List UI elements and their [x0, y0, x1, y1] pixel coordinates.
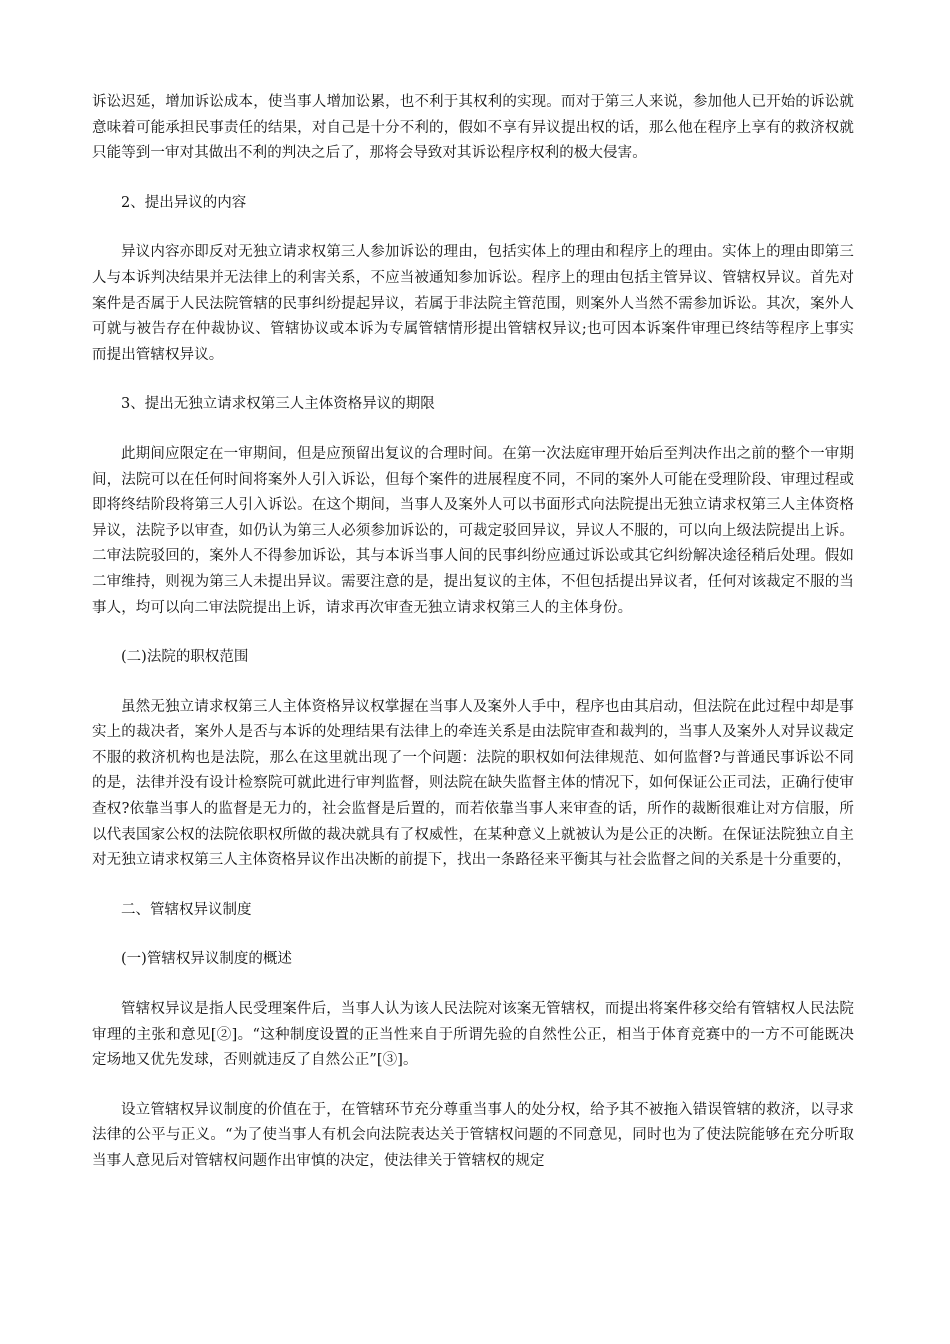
paragraph-objection-content: 异议内容亦即反对无独立请求权第三人参加诉讼的理由，包括实体上的理由和程序上的理由。实体上的理由即第三人与本诉判决结果并无法律上的利害关系，不应当被通知参加诉讼。程序上的理由包括主管异议、管辖权异议。首先对案件是否属于人民法院管辖的民事纠纷提起异议，若属于非法院主管范围，则案外人当然不需参加诉讼。其次，案外人可就与被告存在仲裁协议、管辖协议或本诉为专属管辖情形提出管辖权异议;也可因本诉案件审理已终结等程序上事实而提出管辖权异议。: [92, 244, 854, 363]
section-heading-court-authority: (二)法院的职权范围: [121, 649, 249, 666]
section-heading-jurisdiction-overview: (一)管辖权异议制度的概述: [121, 951, 292, 968]
paragraph-objection-period: 此期间应限定在一审期间，但是应预留出复议的合理时间。在第一次法庭审理开始后至判决作出之前的整个一审期间，法院可以在任何时间将案外人引入诉讼，但每个案件的进展程度不同，不同的案外人可能在受理阶段、审理过程或即将终结阶段将第三人引入诉讼。在这个期间，当事人及案外人可以书面形式向法院提出无独立请求权第三人主体资格异议，法院予以审查，如仍认为第三人必须参加诉讼的，可裁定驳回异议，异议人不服的，可以向上级法院提出上诉。二审法院驳回的，案外人不得参加诉讼，其与本诉当事人间的民事纠纷应通过诉讼或其它纠纷解决途径稍后处理。假如二审维持，则视为第三人未提出异议。需要注意的是，提出复议的主体，不但包括提出异议者，任何对该裁定不服的当事人，均可以向二审法院提出上诉，请求再次审查无独立请求权第三人的主体身份。: [92, 445, 854, 616]
document-page: [92, 90, 854, 1175]
section-heading-objection-period: 3、提出无独立请求权第三人主体资格异议的期限: [121, 396, 435, 413]
paragraph-gap: [92, 167, 854, 191]
paragraph-gap: [92, 621, 854, 645]
paragraph-jurisdiction-definition: 管辖权异议是指人民受理案件后，当事人认为该人民法院对该案无管辖权，而提出将案件移交给有管辖权人民法院审理的主张和意见[②]。“这种制度设置的正当性来自于所谓先验的自然性公正，相当于体育竞赛中的一方不可能既决定场地又优先发球，否则就违反了自然公正”[③]。: [92, 1001, 854, 1069]
section-heading-jurisdiction-objection: 二、管辖权异议制度: [121, 901, 252, 918]
paragraph-gap: [92, 418, 854, 442]
paragraph-jurisdiction-value: 设立管辖权异议制度的价值在于，在管辖环节充分尊重当事人的处分权，给予其不被拖入错误管辖的救济，以寻求法律的公平与正义。“为了使当事人有机会向法院表达关于管辖权问题的不同意见，同时也为了使法院能够在充分听取当事人意见后对管辖权问题作出审慎的决定，使法律关于管辖权的规定: [92, 1101, 854, 1169]
paragraph-gap: [92, 1074, 854, 1098]
paragraph-gap: [92, 923, 854, 947]
paragraph-continuation: 诉讼迟延，增加诉讼成本，使当事人增加讼累，也不利于其权利的实现。而对于第三人来说，参加他人已开始的诉讼就意味着可能承担民事责任的结果，对自己是十分不利的，假如不享有异议提出权的话，那么他在程序上享有的救济权就只能等到一审对其做出不利的判决之后了，那将会导致对其诉讼程序权利的极大侵害。: [92, 94, 854, 162]
paragraph-gap: [92, 671, 854, 695]
section-heading-objection-content: 2、提出异议的内容: [121, 194, 247, 211]
paragraph-gap: [92, 216, 854, 240]
paragraph-gap: [92, 973, 854, 997]
paragraph-court-authority: 虽然无独立请求权第三人主体资格异议权掌握在当事人及案外人手中，程序也由其启动，但法院在此过程中却是事实上的裁决者，案外人是否与本诉的处理结果有法律上的牵连关系是由法院审查和裁判的，当事人及案外人对异议裁定不服的救济机构也是法院，那么在这里就出现了一个问题：法院的职权如何法律规范、如何监督?与普通民事诉讼不同的是，法律并没有设计检察院可就此进行审判监督，则法院在缺失监督主体的情况下，如何保证公正司法，正确行使审查权?依靠当事人的监督是无力的，社会监督是后置的，而若依靠当事人来审查的话，所作的裁断很难让对方信服，所以代表国家公权的法院依职权所做的裁决就具有了权威性，在某种意义上就被认为是公正的决断。在保证法院独立自主对无独立请求权第三人主体资格异议作出决断的前提下，找出一条路径来平衡其与社会监督之间的关系是十分重要的，: [92, 698, 854, 869]
paragraph-gap: [92, 368, 854, 392]
paragraph-gap: [92, 874, 854, 898]
